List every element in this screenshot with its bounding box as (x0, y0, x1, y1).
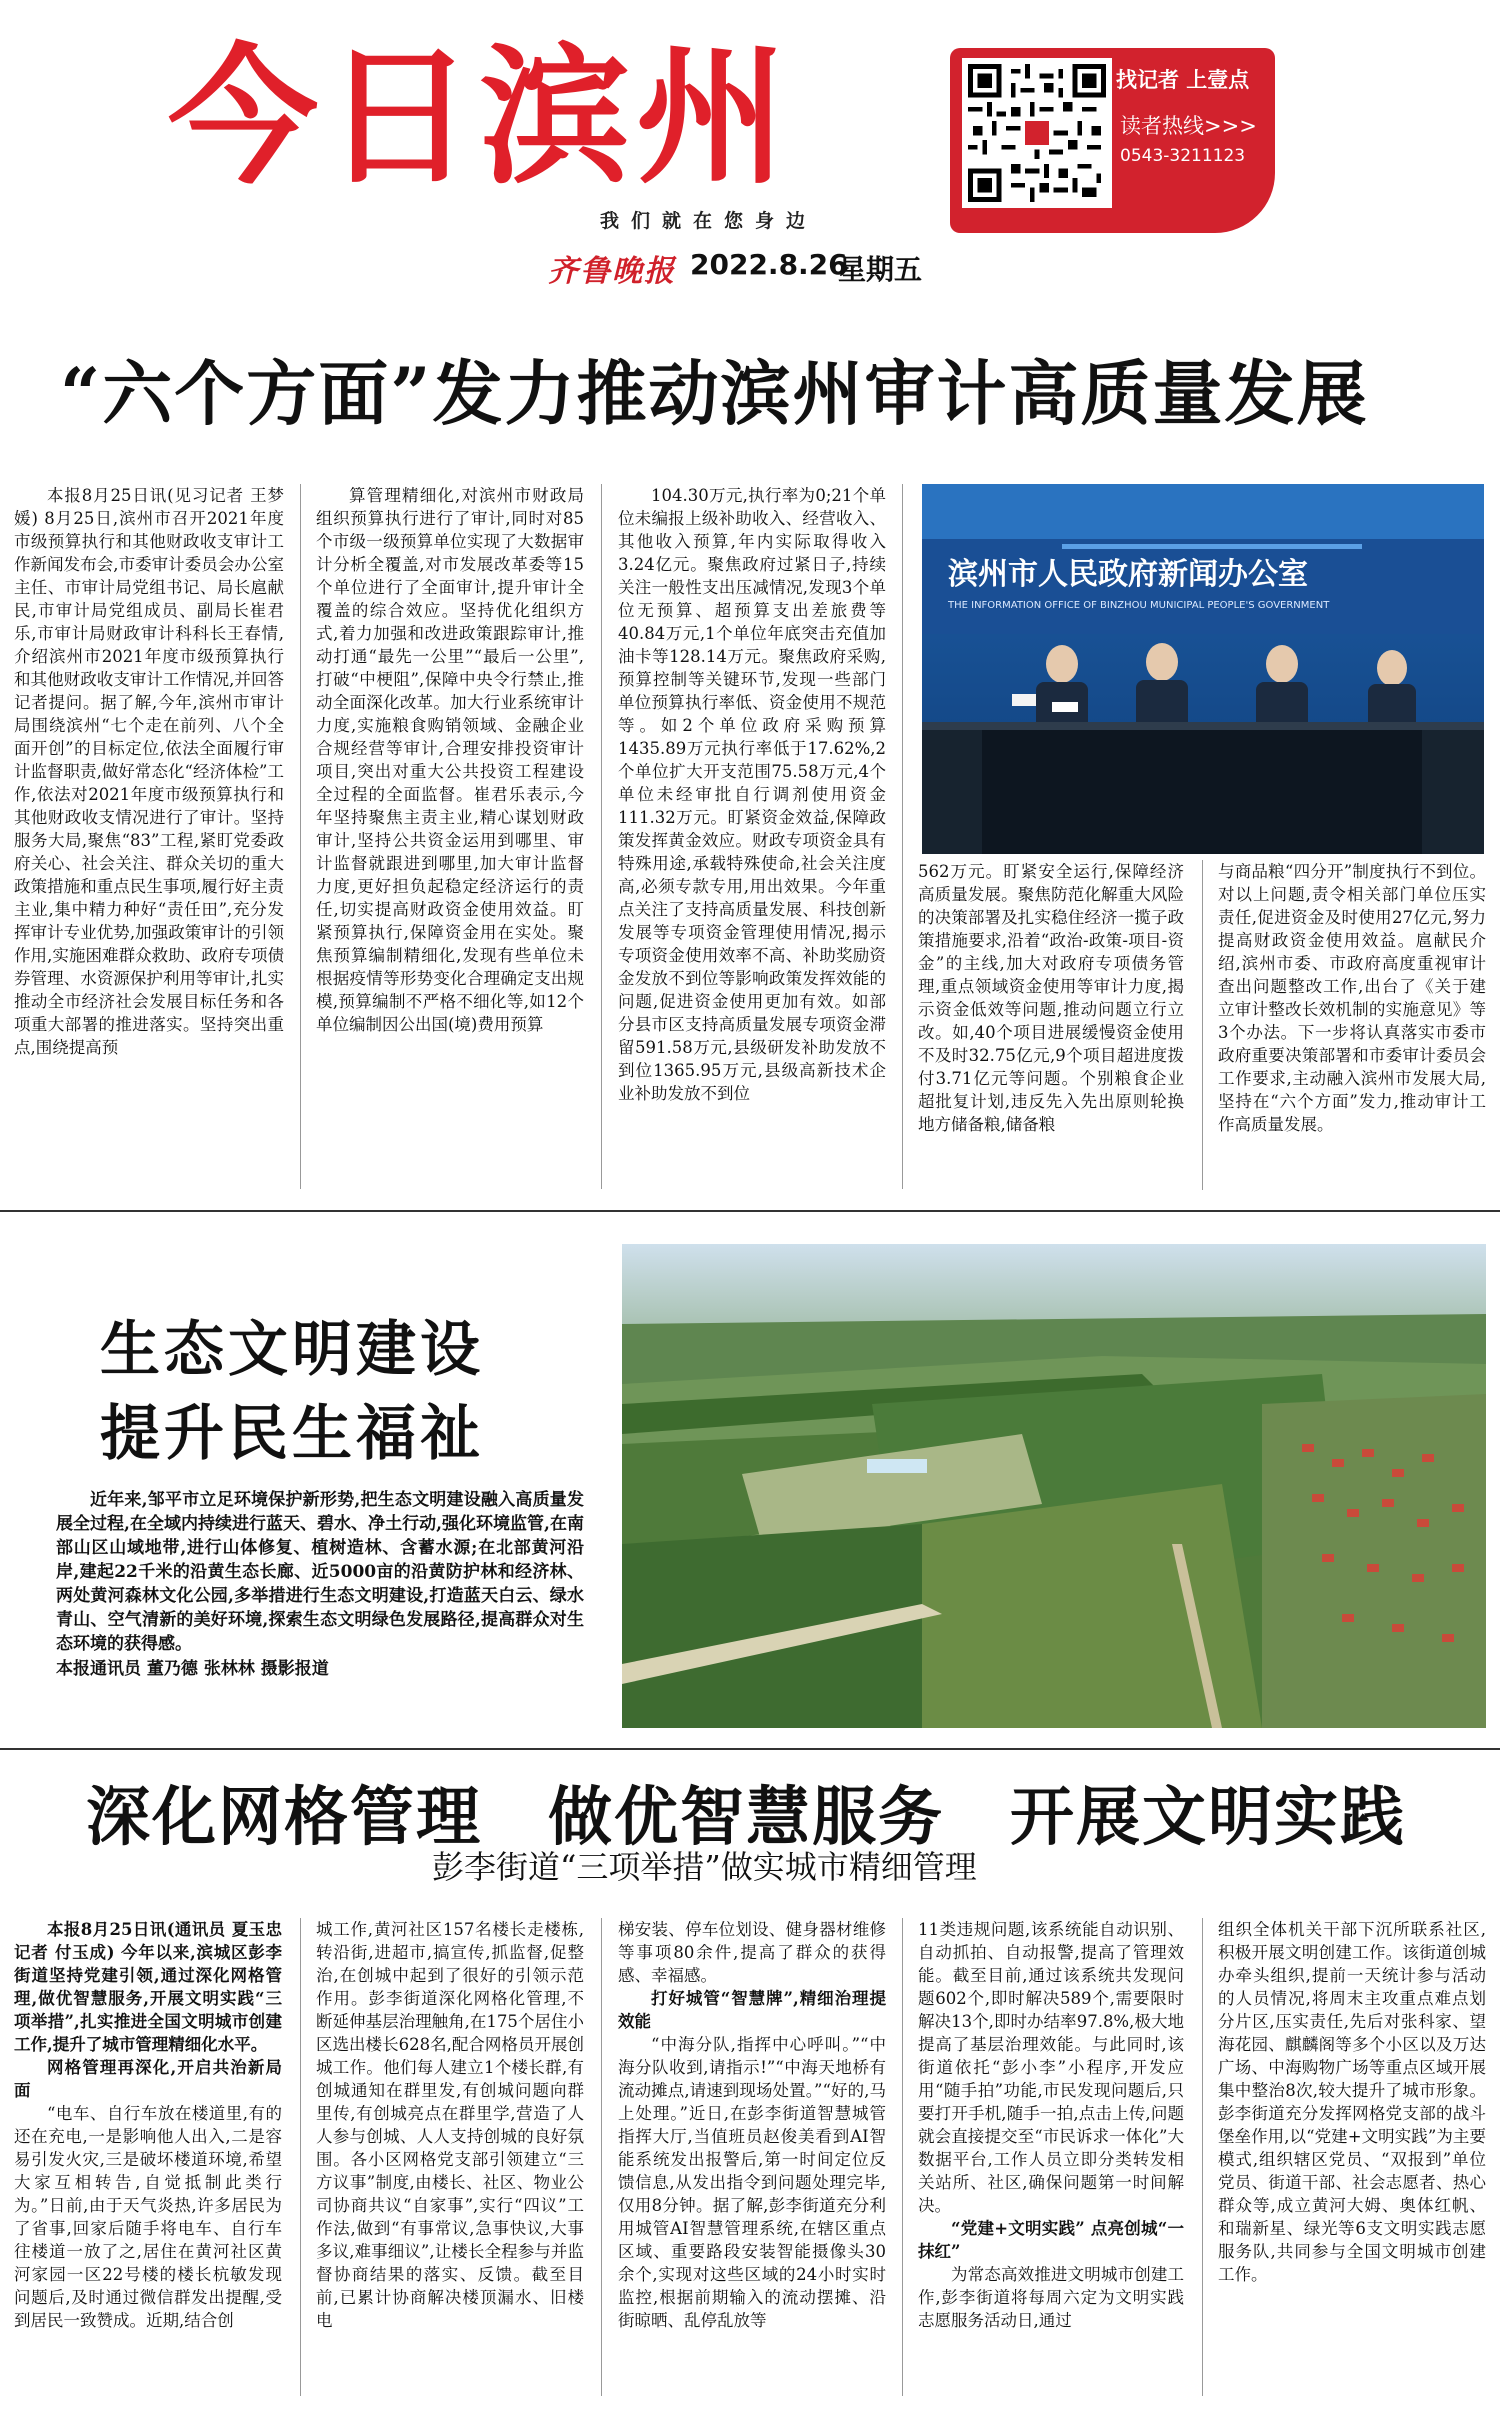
article1-column-1: 本报8月25日讯(见习记者 王梦媛) 8月25日,滨州市召开2021年度市级预算执行和其他财政收支审计工作新闻发布会,市委审计委员会办公室主任、市审计局党组书记、局长扈献民,市审计局党组成员、副局长崔君乐,市审计局财政审计科科长王春情,介绍滨州市2021年度市级预算执行和其他财政收支审计工作情况,并回答记者提问。据了解,今年,滨州市审计局围绕滨州“七个走在前列、八个全面开创”的目标定位,依法全面履行审计监督职责,做好常态化“经济体检”工作,依法对2021年度市级预算执行和其他财政收支情况进行了审计。坚持服务大局,聚焦“83”工程,紧盯党委政府关心、社会关注、群众关切的重大政策措施和重点民生事项,履行好主责主业,集中精力种好“责任田”,充分发挥审计专业优势,加强政策审计的引领作用,实施困难群众救助、政府专项债券管理、水资源保护利用等审计,扎实推动全市经济社会发展目标任务和各项重大部署的推进落实。坚持突出重点,围绕提高预 (14, 486, 284, 1057)
section-divider (0, 1210, 1500, 1212)
article2-credit: 本报通讯员 董乃德 张林林 摄影报道 (56, 1659, 329, 1679)
article2-headline-line2: 提升民生福祉 (100, 1399, 484, 1469)
article1-column-2: 算管理精细化,对滨州市财政局组织预算执行进行了审计,同时对85个市级一级预算单位实现了大数据审计分析全覆盖,对市发展改革委等15个单位进行了全面审计,提升审计全覆盖的综合效应。坚持优化组织方式,着力加强和改进政策跟踪审计,推动打通“最先一公里”“最后一公里”,打破“中梗阻”,保障中央令行禁止,推动全面深化改革。加大行业系统审计力度,实施粮食购销领域、金融企业合规经营等审计,合理安排投资审计项目,突出对重大公共投资工程建设全过程的全面监督。崔君乐表示,今年坚持聚焦主责主业,精心谋划财政审计,坚持公共资金运用到哪里、审计监督就跟进到哪里,加大审计监督力度,更好担负起稳定经济运行的责任,切实提高财政资金使用效益。盯紧预算执行,保障资金用在实处。聚焦预算编制精细化,发现有些单位未根据疫情等形势变化合理确定支出规模,预算编制不严格不细化等,如12个单位编制因公出国(境)费用预算 (316, 486, 584, 1034)
article3-column-2: 城工作,黄河社区157名楼长走楼栋,转沿街,进超市,搞宣传,抓监督,促整治,在创城中起到了很好的引领示范作用。彭李街道深化网格化管理,不断延伸基层治理触角,在175个居住小区选出楼长628名,配合网格员开展创城工作。他们每人建立1个楼长群,有创城通知在群里发,有创城问题向群里传,有创城亮点在群里学,营造了人人参与创城、人人支持创城的良好氛围。各小区网格党支部引领建立“三方议事”制度,由楼长、社区、物业公司协商共议“自家事”,实行“四议”工作法,做到“有事常议,急事快议,大事多议,难事细议”,让楼长全程参与并监督协商结果的落实、反馈。截至目前,已累计协商解决楼顶漏水、旧楼电 (316, 1920, 584, 2330)
press-conference-photo (922, 484, 1484, 854)
banner-title: 滨州市人民政府新闻办公室 (948, 557, 1308, 592)
masthead-title: 今日滨州 (168, 31, 793, 205)
panel-tagline: 找记者 上壹点 (1116, 68, 1250, 92)
article2-headline-line1: 生态文明建设 (100, 1315, 484, 1385)
panel-hotline-number: 0543-3211123 (1120, 146, 1246, 166)
column-divider (300, 484, 301, 1189)
article3-column-4: 11类违规问题,该系统能自动识别、自动抓拍、自动报警,提高了管理效能。截至目前,通过该系统共发现问题602个,即时解决589个,需要限时解决13个,即时办结率97.8%,极大地提高了基层治理效能。与此同时,该街道依托“彭小李”小程序,开发应用“随手拍”功能,市民发现问题后,只要打开手机,随手一拍,点击上传,问题就会直接提交至“市民诉求一体化”大数据平台,工作人员立即分类转发相关站所、社区,确保问题第一时间解决。 “党建+文明实践” 点亮创城“一抹红” 为常态高效推进文明城市创建工作,彭李街道将每周六定为文明实践志愿服务活动日,通过 (918, 1920, 1184, 2330)
article3-column-1: 本报8月25日讯(通讯员 夏玉忠 记者 付玉成) 今年以来,滨城区彭李街道坚持党建引领,通过深化网格管理,做优智慧服务,开展文明实践“三项举措”,扎实推进全国文明城市创建工作,提升了城市管理精细化水平。 网格管理再深化,开启共治新局面 “电车、自行车放在楼道里,有的还在充电,一是影响他人出入,二是容易引发火灾,三是破坏楼道环境,希望大家互相转告,自觉抵制此类行为。”日前,由于天气炎热,许多居民为了省事,回家后随手将电车、自行车往楼道一放了之,居住在黄河社区黄河家园一区22号楼的楼长杭敏发现问题后,及时通过微信群发出提醒,受到居民一致赞成。近期,结合创 (14, 1920, 282, 2330)
article3-subhead: 彭李街道“三项举措”做实城市精细管理 (432, 1848, 977, 1886)
column-divider (601, 484, 602, 1189)
qr-code-icon[interactable] (962, 58, 1112, 208)
banner-subtitle: THE INFORMATION OFFICE OF BINZHOU MUNICIPAL PEOPLE'S GOVERNMENT (948, 600, 1330, 611)
aerial-ecology-photo (622, 1244, 1486, 1728)
column-divider (601, 1918, 602, 2396)
column-divider (1202, 1918, 1203, 2396)
article1-column-4: 562万元。盯紧安全运行,保障经济高质量发展。聚焦防范化解重大风险的决策部署及扎实稳住经济一揽子政策措施要求,沿着“政治-政策-项目-资金”的主线,加大对政府专项债务管理,重点领域资金使用等审计力度,揭示资金低效等问题,推动问题立行立改。如,40个项目进展缓慢资金使用不及时32.75亿元,9个项目超进度拨付3.71亿元等问题。个别粮食企业超批复计划,违反先入先出原则轮换地方储备粮,储备粮 (918, 862, 1184, 1134)
column-divider (1202, 860, 1203, 1190)
newspaper-brand: 齐鲁晚报 (548, 254, 676, 289)
article1-column-5: 与商品粮“四分开”制度执行不到位。对以上问题,责令相关部门单位压实责任,促进资金及时使用27亿元,努力提高财政资金使用效益。扈献民介绍,滨州市委、市政府高度重视审计查出问题整改工作,出台了《关于建立审计整改长效机制的实施意见》等3个办法。下一步将认真落实市委市政府重要决策部署和市委审计委员会工作要求,主动融入滨州市发展大局,坚持在“六个方面”发力,推动审计工作高质量发展。 (1218, 862, 1486, 1134)
article3-column-5: 组织全体机关干部下沉所联系社区,积极开展文明创建工作。该街道创城办牵头组织,提前一天统计参与活动的人员情况,将周末主攻重点难点划分片区,压实责任,先后对张科家、望海花园、麒麟阁等多个小区以及万达广场、中海购物广场等重点区域开展集中整治8次,较大提升了城市形象。彭李街道充分发挥网格党支部的战斗堡垒作用,以“党建+文明实践”为主要模式,组织辖区党员、“双报到”单位党员、街道干部、社会志愿者、热心群众等,成立黄河大姆、奥体红帆、和瑞新星、绿光等6支文明实践志愿服务队,共同参与全国文明城市创建工作。 (1218, 1920, 1486, 2284)
article2-lead: 近年来,邹平市立足环境保护新形势,把生态文明建设融入高质量发展全过程,在全域内持续进行蓝天、碧水、净土行动,强化环境监管,在南部山区山域地带,进行山体修复、植树造林、含蓄水源;在北部黄河沿岸,建起22千米的沿黄生态长廊、近5000亩的沿黄防护林和经济林、两处黄河森林文化公园,多举措进行生态文明建设,打造蓝天白云、绿水青山、空气清新的美好环境,探索生态文明绿色发展路径,提高群众对生态环境的获得感。 (56, 1490, 584, 1654)
issue-weekday: 星期五 (838, 253, 923, 286)
article1-headline: “六个方面”发力推动滨州审计高质量发展 (60, 352, 1369, 435)
article1-column-3: 104.30万元,执行率为0;21个单位未编报上级补助收入、经营收入、其他收入预算,年内实际取得收入3.24亿元。聚焦政府过紧日子,持续关注一般性支出压减情况,发现3个单位无预算、超预算支出差旅费等40.84万元,1个单位年底突击充值加油卡等128.14万元。聚焦政府采购,预算控制等关键环节,发现一些部门单位预算执行率低、资金使用不规范等。如2个单位政府采购预算1435.89万元执行率低于17.62%,2个单位扩大开支范围75.58万元,4个单位未经审批自行调剂使用资金111.32万元。盯紧资金效益,保障政策发挥黄金效应。财政专项资金具有特殊用途,承载特殊使命,社会关注度高,必须专款专用,用出效果。今年重点关注了支持高质量发展、科技创新发展等专项资金管理使用情况,揭示专项资金使用效率不高、补助奖励资金发放不到位等影响政策发挥效能的问题,促进资金使用更加有效。如部分县市区支持高质量发展专项资金滞留591.58万元,县级研发补助发放不到位1365.95万元,县级高新技术企业补助发放不到位 (618, 486, 886, 1103)
section-divider (0, 1748, 1500, 1750)
panel-hotline-label: 读者热线>>> (1120, 114, 1257, 138)
article3-column-3: 梯安装、停车位划设、健身器材维修等事项80余件,提高了群众的获得感、幸福感。 打好城管“智慧牌”,精细治理提效能 “中海分队,指挥中心呼叫。”“中海分队收到,请指示!”“中海天地桥有流动摊点,请速到现场处置。”“好的,马上处理。”近日,在彭李街道智慧城管指挥大厅,当值班员赵俊美看到AI智能系统发出报警后,第一时间定位反馈信息,从发出指令到问题处理完毕,仅用8分钟。据了解,彭李街道充分利用城管AI智慧管理系统,在辖区重点区域、重要路段安装智能摄像头30余个,实现对这些区域的24小时实时监控,根据前期输入的流动摆摊、沿街晾晒、乱停乱放等 (618, 1920, 886, 2330)
article3-headline: 深化网格管理 做优智慧服务 开展文明实践 (86, 1780, 1406, 1855)
column-divider (300, 1918, 301, 2396)
column-divider (902, 1918, 903, 2396)
masthead-slogan: 我们就在您身边 (600, 210, 818, 232)
issue-date: 2022.8.26 (690, 248, 848, 281)
column-divider (902, 484, 903, 1189)
